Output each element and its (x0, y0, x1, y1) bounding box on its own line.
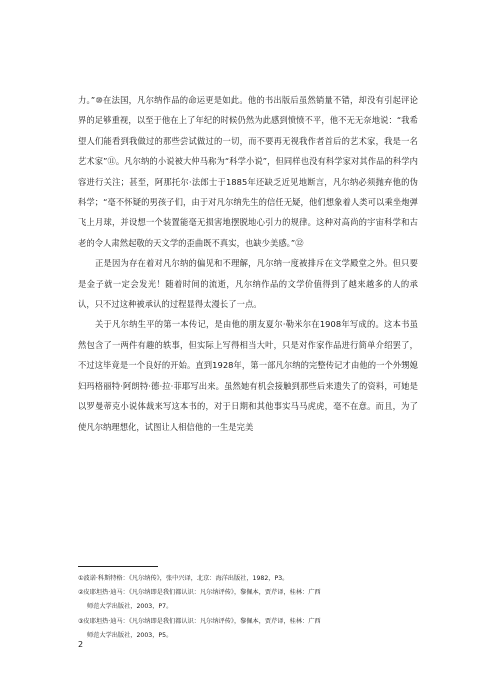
body-text (78, 90, 418, 437)
paragraph: 力。”⑩在法国，凡尔纳作品的命运更是如此。他的书出版后虽然销量不错，却没有引起评论界的足够重视，以至于他在上了年纪的时候仍然为此感到愤愤不平，他不无无奈地说：“我希望人们能看到我做过的那些尝试做过的一切，而不要再无视我作者首后的艺术家，我是一名艺术家”⑪。凡尔纳的小说被大仲马称为“科学小说”，但同样也没有科学家对其作品的科学内容进行关注；甚至，阿那托尔·法郎士于1885年还缺乏近见地断言，凡尔纳必须抛弃他的伪科学；“毫不怀疑的男孩子们，由于对凡尔纳先生的信任无疑，他们想象着人类可以乘坐炮弹飞上月球，并设想一个装置能毫无损害地摆脱地心引力的规律。这种对高尚的宇宙科学和古老的令人肃然起敬的天文学的歪曲既不真实，也缺少美感。”⑫ (78, 95, 418, 248)
footnote-text: ①波诺·科斯特格：《凡尔纳传》，张中兴译，北京：海洋出版社，1982，P3。 (78, 575, 289, 582)
footnote-text: ③皮耶坦热·迪马：《凡尔纳即是我们都认识：凡尔纳评传》，黎佩本，贾芹译，桂林：广西 (78, 617, 321, 625)
paragraph: 正是因为存在着对凡尔纳的偏见和不理解，凡尔纳一度被排斥在文学殿堂之外。但只要是金子就一定会发光！随着时间的流逝，凡尔纳作品的文学价值得到了越来越多的人的承认，只不过这种被承认的过程显得太漫长了一点。 (78, 258, 418, 310)
footnotes (78, 572, 418, 643)
paragraph: 关于凡尔纳生平的第一本传记，是由他的朋友夏尔·勒米尔在1908年写成的。这本书虽然包含了一两件有趣的轶事，但实际上写得相当大叶，只是对作家作品进行简单介绍罢了，不过这毕竟是一个良好的开始。直到1928年，第一部凡尔纳的完整传记才由他的一个外甥媳妇玛格丽特·阿朗特·德·拉·菲耶写出来。虽然她有机会接触到那些后来遗失了的资料，可她是以罗曼蒂克小说体裁来写这本书的，对于日期和其他事实马马虎虎，毫不在意。而且，为了使凡尔纳理想化，试图让人相信他的一生是完美 (78, 319, 418, 432)
footnote-text: ②皮耶坦热·迪马：《凡尔纳即是我们都认识：凡尔纳评传》，黎佩本，贾芹译，桂林：广西 (78, 589, 321, 597)
footnote-continuation: 师范大学出版社，2003，P5。 (87, 631, 173, 639)
footnote-separator (78, 566, 158, 567)
footnote-continuation: 师范大学出版社，2003，P7。 (87, 603, 173, 611)
footnote (78, 615, 418, 643)
footnote (78, 586, 418, 614)
page-number: 2 (78, 640, 84, 649)
footnote (78, 572, 418, 586)
